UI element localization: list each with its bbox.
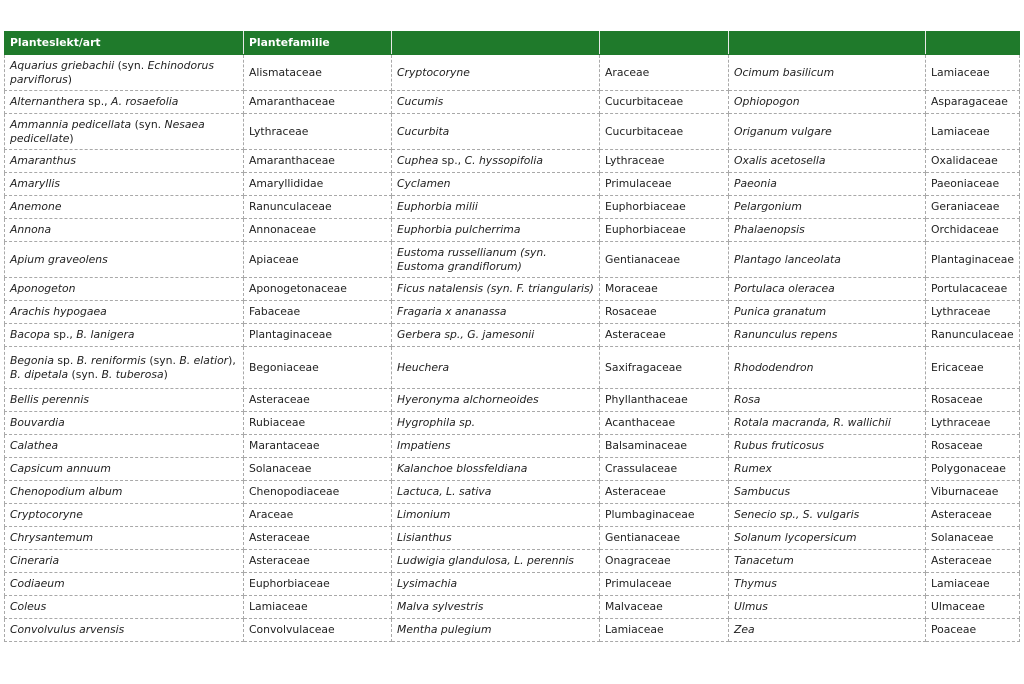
family-cell: Asparagaceae [926, 91, 1020, 114]
family-cell: Annonaceae [244, 219, 392, 242]
family-cell: Asteraceae [926, 504, 1020, 527]
genus-text: B. lanigera [76, 328, 135, 341]
genus-cell [729, 389, 926, 412]
genus-cell [392, 55, 600, 91]
table-row [5, 412, 1020, 435]
genus-cell [5, 301, 244, 324]
family-cell: Lamiaceae [244, 596, 392, 619]
genus-text: Bellis perennis [10, 393, 89, 406]
genus-text: (syn. [131, 117, 165, 131]
family-cell: Ranunculaceae [926, 324, 1020, 347]
genus-text: Cucumis [397, 95, 444, 108]
family-cell: Plumbaginaceae [600, 504, 729, 527]
family-cell: Asteraceae [600, 481, 729, 504]
genus-text: Capsicum annuum [10, 462, 111, 475]
genus-cell [5, 412, 244, 435]
family-cell: Primulaceae [600, 573, 729, 596]
genus-text: Echinodorus parviflorus [10, 58, 215, 86]
genus-text: (syn. [68, 367, 102, 381]
family-cell: Viburnaceae [926, 481, 1020, 504]
family-cell: Saxifragaceae [600, 347, 729, 389]
genus-text: Oxalis acetosella [734, 154, 826, 167]
genus-text: Ulmus [734, 600, 768, 613]
genus-text: (syn. [114, 58, 148, 72]
genus-cell [392, 573, 600, 596]
family-cell: Asteraceae [600, 324, 729, 347]
family-cell: Gentianaceae [600, 527, 729, 550]
genus-text: Ammannia pedicellata [10, 117, 132, 131]
family-cell: Marantaceae [244, 435, 392, 458]
genus-text: Mentha pulegium [397, 623, 492, 636]
family-cell: Asteraceae [244, 389, 392, 412]
genus-text: Senecio sp., S. vulgaris [734, 508, 860, 521]
genus-text: B. reniformis [76, 353, 146, 367]
genus-cell [5, 324, 244, 347]
table-row [5, 196, 1020, 219]
family-cell: Polygonaceae [926, 458, 1020, 481]
family-cell: Euphorbiaceae [244, 573, 392, 596]
genus-cell [392, 412, 600, 435]
genus-cell [392, 550, 600, 573]
table-row [5, 219, 1020, 242]
genus-cell [392, 596, 600, 619]
family-cell: Solanaceae [926, 527, 1020, 550]
genus-cell [392, 504, 600, 527]
family-cell: Araceae [244, 504, 392, 527]
genus-cell [729, 481, 926, 504]
genus-text: Calathea [10, 439, 59, 452]
family-cell: Begoniaceae [244, 347, 392, 389]
genus-text: Impatiens [397, 439, 451, 452]
genus-cell [729, 550, 926, 573]
genus-cell [729, 458, 926, 481]
family-cell: Moraceae [600, 278, 729, 301]
family-cell: Araceae [600, 55, 729, 91]
genus-text: Eustoma russellianum (syn. Eustoma grandiflorum) [397, 245, 547, 273]
genus-text: Plantago lanceolata [734, 252, 841, 266]
genus-text: Bouvardia [10, 416, 65, 429]
family-cell: Rubiaceae [244, 412, 392, 435]
genus-text: sp., [50, 328, 77, 341]
genus-text: Cryptocoryne [397, 65, 470, 79]
genus-text: Ocimum basilicum [734, 65, 835, 79]
genus-text: B. elatior [179, 353, 229, 367]
genus-text: Tanacetum [734, 554, 794, 567]
genus-text: Amaryllis [10, 177, 60, 190]
family-cell: Balsaminaceae [600, 435, 729, 458]
table-row [5, 389, 1020, 412]
genus-cell [5, 278, 244, 301]
genus-cell [392, 242, 600, 278]
table-row [5, 527, 1020, 550]
family-cell: Gentianaceae [600, 242, 729, 278]
genus-cell [729, 150, 926, 173]
family-cell: Amaranthaceae [244, 150, 392, 173]
genus-text: Cineraria [10, 554, 60, 567]
genus-text: Apium graveolens [10, 252, 108, 266]
family-cell: Poaceae [926, 619, 1020, 642]
genus-text: Rubus fruticosus [734, 439, 825, 452]
genus-text: Sambucus [734, 485, 791, 498]
genus-text: Rosa [734, 393, 761, 406]
family-cell: Amaranthaceae [244, 91, 392, 114]
genus-text: A. rosaefolia [111, 95, 179, 108]
genus-text: ) [163, 367, 168, 381]
genus-cell [5, 527, 244, 550]
table-row [5, 242, 1020, 278]
family-cell: Paeoniaceae [926, 173, 1020, 196]
family-cell: Lamiaceae [600, 619, 729, 642]
genus-cell [5, 504, 244, 527]
table-row [5, 619, 1020, 642]
family-cell: Asteraceae [244, 527, 392, 550]
genus-text: Codiaeum [10, 577, 65, 590]
family-cell: Portulacaceae [926, 278, 1020, 301]
genus-text: Malva sylvestris [397, 600, 484, 613]
family-cell: Convolvulaceae [244, 619, 392, 642]
genus-cell [729, 619, 926, 642]
genus-text: Euphorbia milii [397, 200, 478, 213]
genus-cell [5, 196, 244, 219]
table-row [5, 550, 1020, 573]
genus-cell [729, 573, 926, 596]
header-genus-2 [392, 32, 600, 55]
genus-text: Aquarius griebachii [10, 58, 115, 72]
genus-cell [392, 619, 600, 642]
genus-text: Hyeronyma alchorneoides [397, 393, 539, 406]
genus-cell [5, 435, 244, 458]
genus-text: sp., [84, 95, 111, 108]
genus-text: Pelargonium [734, 200, 802, 213]
header-family-1: Plantefamilie [244, 32, 392, 55]
genus-text: Euphorbia pulcherrima [397, 223, 521, 236]
family-cell: Asteraceae [244, 550, 392, 573]
genus-cell [392, 91, 600, 114]
table-row [5, 347, 1020, 389]
family-cell: Lythraceae [244, 114, 392, 150]
genus-text: Bacopa [10, 328, 51, 341]
genus-text: Thymus [734, 577, 777, 590]
genus-cell [729, 596, 926, 619]
header-family-2 [600, 32, 729, 55]
genus-cell [5, 550, 244, 573]
genus-text: (syn. [145, 353, 180, 367]
genus-cell [729, 412, 926, 435]
table-row [5, 596, 1020, 619]
family-cell: Primulaceae [600, 173, 729, 196]
genus-text: Cucurbita [397, 124, 450, 138]
family-cell: Lythraceae [600, 150, 729, 173]
genus-text: Punica granatum [734, 305, 827, 318]
genus-cell [392, 347, 600, 389]
family-cell: Acanthaceae [600, 412, 729, 435]
genus-text: Limonium [397, 508, 451, 521]
table-row [5, 91, 1020, 114]
genus-cell [392, 196, 600, 219]
family-cell: Amaryllididae [244, 173, 392, 196]
table-row [5, 573, 1020, 596]
genus-text: ) [67, 72, 73, 86]
genus-cell [729, 324, 926, 347]
genus-cell [5, 242, 244, 278]
genus-text: Lisianthus [397, 531, 452, 544]
table-row [5, 481, 1020, 504]
family-cell: Alismataceae [244, 55, 392, 91]
genus-cell [5, 619, 244, 642]
header-family-3 [926, 32, 1020, 55]
genus-text: B. dipetala [10, 367, 69, 381]
genus-text: ), [228, 353, 236, 367]
family-cell: Aponogetonaceae [244, 278, 392, 301]
genus-text: Anemone [10, 200, 62, 213]
genus-cell [729, 301, 926, 324]
genus-text: Phalaenopsis [734, 223, 805, 236]
family-cell: Lythraceae [926, 412, 1020, 435]
genus-cell [392, 324, 600, 347]
genus-cell [5, 481, 244, 504]
family-cell: Chenopodiaceae [244, 481, 392, 504]
genus-text: Rotala macranda, R. wallichii [734, 416, 891, 429]
genus-cell [729, 55, 926, 91]
genus-cell [729, 278, 926, 301]
genus-text: Coleus [10, 600, 47, 613]
genus-cell [729, 435, 926, 458]
genus-cell [392, 481, 600, 504]
genus-text: Rumex [734, 462, 772, 475]
genus-cell [392, 219, 600, 242]
genus-cell [5, 596, 244, 619]
table-row [5, 458, 1020, 481]
family-cell: Rosaceae [600, 301, 729, 324]
header-row [5, 32, 1020, 55]
genus-text: Zea [734, 623, 755, 636]
genus-cell [5, 150, 244, 173]
family-cell: Crassulaceae [600, 458, 729, 481]
genus-text: Heuchera [397, 360, 450, 374]
family-cell: Ulmaceae [926, 596, 1020, 619]
genus-cell [5, 173, 244, 196]
header-genus-1: Planteslekt/art [5, 32, 244, 55]
genus-cell [729, 91, 926, 114]
table-row [5, 435, 1020, 458]
family-cell: Plantaginaceae [244, 324, 392, 347]
genus-text: Begonia [10, 353, 54, 367]
genus-cell [392, 173, 600, 196]
genus-text: Paeonia [734, 177, 777, 190]
table-row [5, 324, 1020, 347]
genus-cell [392, 389, 600, 412]
genus-text: Kalanchoe blossfeldiana [397, 462, 528, 475]
genus-cell [5, 458, 244, 481]
genus-text: Lactuca, L. sativa [397, 485, 492, 498]
genus-text: Gerbera sp., G. jamesonii [397, 328, 535, 341]
genus-cell [729, 242, 926, 278]
family-cell: Orchidaceae [926, 219, 1020, 242]
genus-text: Ranunculus repens [734, 328, 838, 341]
genus-cell [729, 196, 926, 219]
genus-cell [5, 573, 244, 596]
family-cell: Euphorbiaceae [600, 196, 729, 219]
family-cell: Plantaginaceae [926, 242, 1020, 278]
genus-cell [729, 219, 926, 242]
genus-cell [5, 347, 244, 389]
family-cell: Ranunculaceae [244, 196, 392, 219]
family-cell: Rosaceae [926, 435, 1020, 458]
genus-text: Cryptocoryne [10, 508, 83, 521]
genus-text: Hygrophila sp. [397, 416, 476, 429]
family-cell: Geraniaceae [926, 196, 1020, 219]
genus-cell [5, 114, 244, 150]
genus-cell [729, 504, 926, 527]
genus-cell [5, 55, 244, 91]
genus-text: Amaranthus [10, 154, 76, 167]
genus-text: Solanum lycopersicum [734, 531, 857, 544]
family-cell: Cucurbitaceae [600, 114, 729, 150]
genus-cell [392, 458, 600, 481]
genus-text: Ficus natalensis (syn. F. triangularis) [397, 282, 594, 295]
family-cell: Oxalidaceae [926, 150, 1020, 173]
family-cell: Euphorbiaceae [600, 219, 729, 242]
genus-cell [392, 278, 600, 301]
genus-text: C. hyssopifolia [464, 154, 543, 167]
family-cell: Lamiaceae [926, 573, 1020, 596]
genus-text: Convolvulus arvensis [10, 623, 125, 636]
genus-cell [392, 301, 600, 324]
plant-family-table [4, 31, 1020, 642]
table-row [5, 504, 1020, 527]
genus-cell [729, 173, 926, 196]
genus-text: Ophiopogon [734, 95, 800, 108]
genus-text: Origanum vulgare [734, 124, 832, 138]
genus-cell [392, 527, 600, 550]
family-cell: Apiaceae [244, 242, 392, 278]
table-body [5, 55, 1020, 642]
table-row [5, 173, 1020, 196]
genus-text: Alternanthera [10, 95, 85, 108]
genus-cell [729, 347, 926, 389]
genus-text: Aponogeton [10, 282, 76, 295]
family-cell: Lythraceae [926, 301, 1020, 324]
genus-cell [392, 114, 600, 150]
genus-text: Arachis hypogaea [10, 305, 107, 318]
family-cell: Rosaceae [926, 389, 1020, 412]
table-row [5, 55, 1020, 91]
genus-cell [729, 114, 926, 150]
genus-text: Cuphea [397, 154, 439, 167]
genus-text: Annona [10, 223, 52, 236]
family-cell: Ericaceae [926, 347, 1020, 389]
genus-text: ) [69, 131, 74, 145]
family-cell: Asteraceae [926, 550, 1020, 573]
genus-cell [5, 389, 244, 412]
family-cell: Lamiaceae [926, 114, 1020, 150]
genus-text: Cyclamen [397, 177, 451, 190]
genus-text: Rhododendron [734, 360, 814, 374]
table-row [5, 278, 1020, 301]
genus-text: Fragaria x ananassa [397, 305, 507, 318]
genus-cell [392, 435, 600, 458]
genus-text: Nesaea pedicellate [10, 117, 205, 145]
genus-text: Ludwigia glandulosa, L. perennis [397, 554, 574, 567]
table-row [5, 301, 1020, 324]
genus-text: Lysimachia [397, 577, 458, 590]
genus-text: Chenopodium album [10, 485, 123, 498]
table-row [5, 150, 1020, 173]
genus-cell [5, 219, 244, 242]
genus-text: Portulaca oleracea [734, 282, 835, 295]
genus-text: sp., [438, 154, 465, 167]
family-cell: Solanaceae [244, 458, 392, 481]
family-cell: Malvaceae [600, 596, 729, 619]
family-cell: Lamiaceae [926, 55, 1020, 91]
genus-text: B. tuberosa [101, 367, 164, 381]
family-cell: Fabaceae [244, 301, 392, 324]
family-cell: Cucurbitaceae [600, 91, 729, 114]
genus-text: Chrysantemum [10, 531, 94, 544]
genus-cell [5, 91, 244, 114]
genus-cell [392, 150, 600, 173]
family-cell: Onagraceae [600, 550, 729, 573]
table-row [5, 114, 1020, 150]
family-cell: Phyllanthaceae [600, 389, 729, 412]
genus-text: sp. [53, 353, 77, 367]
header-genus-3 [729, 32, 926, 55]
genus-cell [729, 527, 926, 550]
